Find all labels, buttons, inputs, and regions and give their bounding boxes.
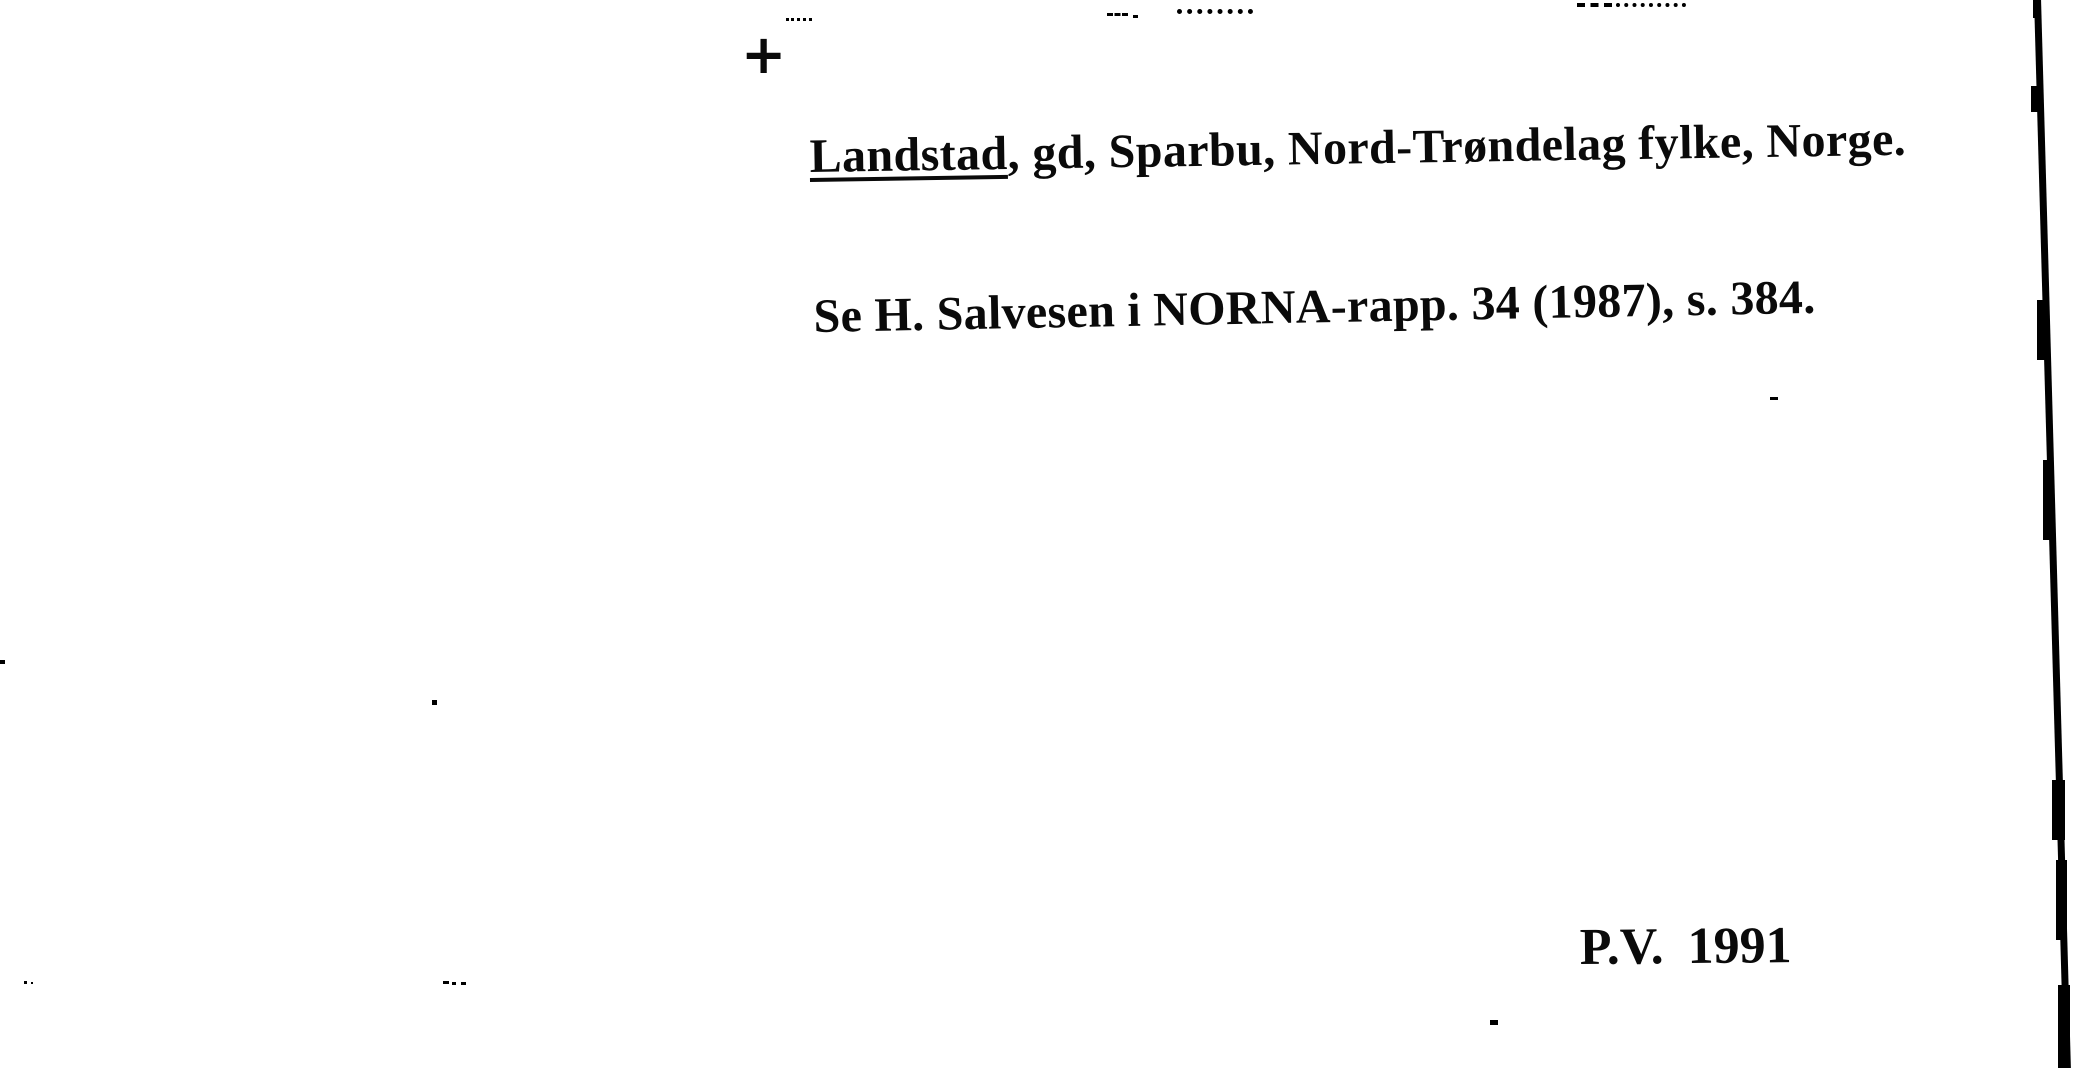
right-edge-scan-blob xyxy=(2043,460,2053,540)
noise-speck xyxy=(1490,1020,1498,1025)
noise-speck xyxy=(24,981,27,984)
noise-speck xyxy=(443,981,449,984)
noise-speck xyxy=(1770,397,1778,400)
noise-speck xyxy=(432,700,437,705)
signature xyxy=(1579,917,1792,976)
right-edge-scan-blob xyxy=(2052,780,2065,840)
reference-line: Se H. Salvesen i NORNA-rapp. 34 (1987), s. 384. xyxy=(813,270,1816,343)
noise-speck xyxy=(31,982,33,984)
scan-mark-dash-fragment xyxy=(1133,15,1138,18)
right-edge-scan-blob xyxy=(2031,86,2042,112)
signature-year: 1991 xyxy=(1687,917,1792,976)
right-edge-scan-blob xyxy=(2037,300,2047,360)
entry-line xyxy=(809,112,1907,183)
signature-initials: P.V. xyxy=(1579,918,1664,976)
right-edge-scan-blob xyxy=(2033,0,2041,18)
right-edge-scan-blob xyxy=(2056,860,2067,940)
noise-speck xyxy=(0,660,5,664)
scan-mark-dotted-right xyxy=(1616,3,1686,7)
entry-headword: Landstad xyxy=(809,126,1008,183)
plus-marker: + xyxy=(741,23,787,86)
entry-tail: , gd, Sparbu, Nord-Trøndelag fylke, Norge. xyxy=(1007,112,1907,180)
scan-mark-dashed-right xyxy=(1577,3,1612,7)
scan-mark-dashes-center xyxy=(1107,13,1128,16)
scan-mark-dotted-center xyxy=(1177,9,1253,14)
noise-speck xyxy=(461,982,466,985)
noise-speck xyxy=(452,982,456,985)
scan-mark-dotted-left xyxy=(786,18,812,21)
right-edge-scan-blob xyxy=(2058,985,2070,1068)
